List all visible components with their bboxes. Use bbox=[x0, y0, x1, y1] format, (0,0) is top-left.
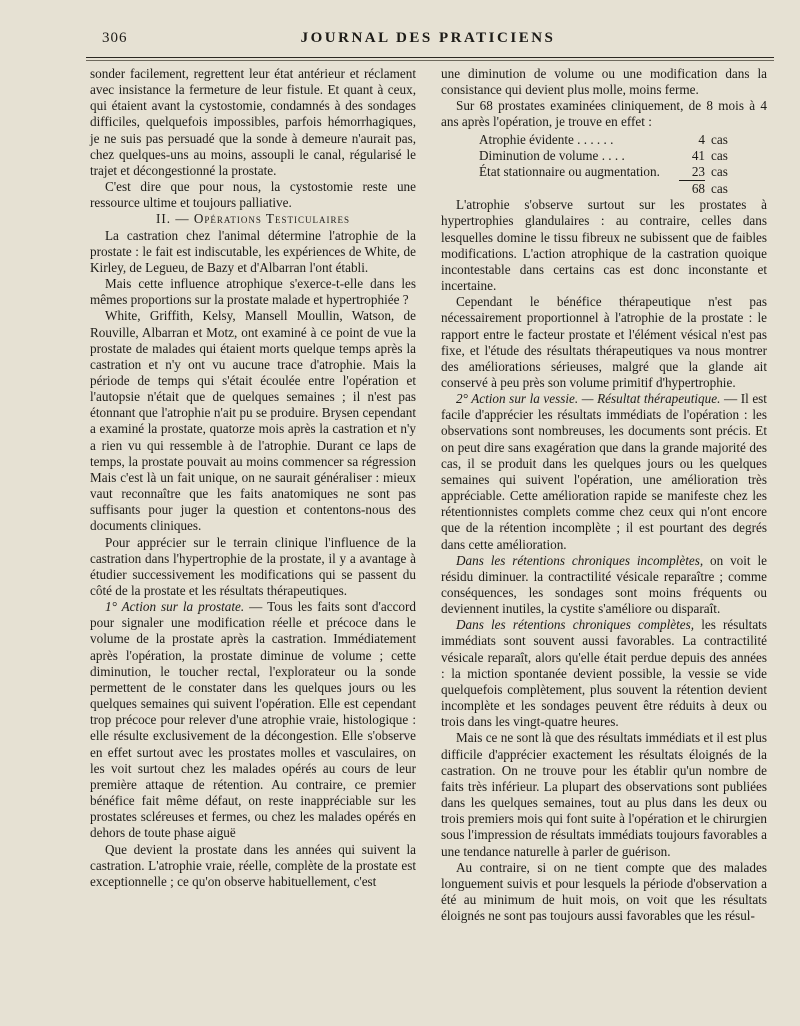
paragraph: Sur 68 prostates examinées cliniquement, de 8 mois à 4 ans après l'opération, je trouve en effet : bbox=[441, 98, 767, 130]
subsection-label: 2° Action sur la vessie. — Résultat thérapeutique. bbox=[456, 391, 721, 407]
paragraph: Que devient la prostate dans les années qui suivent la castration. L'atrophie vraie, réelle, complète de la prostate est exceptionnelle ; ce qu'on observe habituellement, c'est bbox=[90, 841, 416, 889]
left-column bbox=[90, 66, 416, 890]
paragraph: C'est dire que pour nous, la cystostomie reste une ressource ultime et toujours palliative. bbox=[90, 179, 416, 211]
subsection-label: 1° Action sur la prostate. bbox=[105, 599, 245, 615]
table-total-row bbox=[479, 181, 741, 198]
paragraph bbox=[441, 617, 767, 730]
paragraph: Mais ce ne sont là que des résultats immédiats et il est plus difficile d'apprécier exactement les résultats éloignés de la castration. On ne trouve pour les établir qu'un nombre de faits très inférieur. La plupart des observations sont publiées dans les quelques semaines, tout au plus dans les deux ou trois premiers mois qui font suite à l'opération et le chirurgien sous l'impression de résultats immédiats toujours favorables a une tendance naturelle à parler de guérison. bbox=[441, 730, 767, 859]
journal-title: JOURNAL DES PRATICIENS bbox=[300, 30, 556, 46]
paragraph: Mais cette influence atrophique s'exerce-t-elle dans les mêmes proportions sur la prostate malade et hypertrophiée ? bbox=[90, 276, 416, 308]
table-row bbox=[479, 132, 741, 148]
stat-label: Atrophie évidente . . . . . . bbox=[479, 131, 614, 147]
stat-value: 41 bbox=[691, 147, 705, 163]
paragraph: L'atrophie s'observe surtout sur les prostates à hypertrophies glandulaires : au contraire, celles dans lesquelles domine le tissu fibreux ne subissent que de faibles modifications. L'action atrophique de la castration quoique incontestable dans certains cas est donc inconstante et incertaine. bbox=[441, 197, 767, 294]
paragraph: Pour apprécier sur le terrain clinique l'influence de la castration dans l'hypertrophie de la prostate, il y a avantage à étudier successivement les modifications qui se passent du côté de la prostate et les résultats thérapeutiques. bbox=[90, 534, 416, 598]
right-column bbox=[441, 66, 767, 924]
table-row bbox=[479, 148, 741, 164]
stat-unit: cas bbox=[711, 131, 728, 147]
paragraph-text: — Tous les faits sont d'accord pour signaler une modification réelle et précoce dans le volume de la prostate après la castration. Immédiatement après l'opération, la prostate diminue de volume ; cette diminution, le toucher rectal, l'explorateur ou la sonde permettent de le constater dans les quelques jours ou les quelques semaines qui suivent l'opération. Elle est cependant trop précoce pour relever d'une atrophie vraie, histologique : elle résulte exclusivement de la décongestion. Elle s'observe en effet surtout avec les prostates molles et vasculaires, on les voit surtout chez les malades opérés au cours de leur première attaque de rétention. Au contraire, ce premier bénéfice fait même défaut, on reste inappréciable sur les prostates scléreuses et fermes, ou chez les malades opérés en dehors de toute phase aiguë bbox=[90, 599, 416, 841]
stat-value: 4 bbox=[698, 131, 705, 147]
statistics-table bbox=[479, 132, 741, 198]
table-row bbox=[479, 164, 741, 181]
stat-total-value: 68 bbox=[679, 181, 705, 198]
page-header bbox=[86, 30, 770, 52]
stat-unit: cas bbox=[711, 164, 728, 180]
paragraph: sonder facilement, regrettent leur état antérieur et réclament avec insistance la fermeture de leur fistule. Et quant à ceux, qui étaient avant la cystostomie, condamnés à des sondages difficiles, quelquefois impossibles, parfois hémorrhagiques, je ne suis pas persuadé que la sonde à demeure n'aurait pas, chez quelques-uns au moins, assoupli le canal, régularisé le trajet et décongestionné la prostate. bbox=[90, 66, 416, 178]
paragraph: White, Griffith, Kelsy, Mansell Moullin, Watson, de Rouville, Albarran et Motz, ont examiné à ce point de vue la prostate de malades qui étaient morts quelque temps après la castration et n'y ont vu aucune trace d'atrophie. Mais la période de temps qui s'était écoulée entre l'opération et l'autopsie n'était que de quelques semaines ; il n'est pas étonnant que l'atrophie n'ait pu se produire. Brysen cependant a examiné la prostate, quatorze mois après la castration et n'y a rien vu qui ressemble à de l'atrophie. Durant ce laps de temps, la prostate pouvait au moins commencer sa régression Mais c'est là un fait unique, on ne saurait généraliser : mieux vaut reconnaître que les faits anatomiques ne sont pas suffisants pour juger la question et contentons-nous des documents cliniques. bbox=[90, 308, 416, 534]
stat-unit: cas bbox=[711, 147, 728, 163]
paragraph-text: les résultats immédiats sont souvent aussi favorables. La contractilité vésicale reparaît, alors qu'elle était perdue depuis des années : la miction spontanée devient possible, la vessie se vide quelquefois complètement, plus souvent la rétention devient incomplète et les sondages peuvent être réduits à deux ou trois dans les vingt-quatre heures. bbox=[441, 617, 767, 730]
stat-total-unit: cas bbox=[711, 180, 728, 196]
paragraph: une diminution de volume ou une modification dans la consistance qui devient plus molle, moins ferme. bbox=[441, 66, 767, 98]
paragraph: Cependant le bénéfice thérapeutique n'est pas nécessairement proportionnel à l'atrophie de la prostate : le rapport entre le facteur prostate et l'élément vésical n'est pas fixe, et l'étude des résultats thérapeutiques va nous montrer des améliorations sérieuses, malgré que la glande ait conservé à peu près son volume primitif d'hypertrophie. bbox=[441, 294, 767, 390]
stat-label: Diminution de volume . . . . bbox=[479, 147, 625, 163]
paragraph bbox=[441, 391, 767, 553]
stat-value: 23 bbox=[691, 163, 705, 179]
paragraph-text: — Il est facile d'apprécier les résultats immédiats de l'opération : les observations sont nombreuses, les documents sont précis. Et on peut dire sans exagération que dans la grande majorité des cas, il se produit dans les quelques jours ou les quelques semaines qui suivent l'opération, une amélioration très appréciable. Cette amélioration rapide se manifeste chez les rétentionnistes complets comme chez ceux qui n'ont encore que de la rétention incomplète ; il est pourtant des degrés dans cette amélioration. bbox=[441, 391, 767, 552]
page-number: 306 bbox=[102, 30, 128, 46]
paragraph bbox=[90, 599, 416, 841]
inline-label: Dans les rétentions chroniques incomplètes, bbox=[456, 552, 704, 568]
paragraph: La castration chez l'animal détermine l'atrophie de la prostate : le fait est indiscutable, les expériences de White, de Kirley, de Legueu, de Bazy et d'Albarran l'ont établi. bbox=[90, 227, 416, 275]
section-title: II. — Opérations Testiculaires bbox=[155, 211, 350, 227]
paragraph bbox=[441, 553, 767, 618]
paragraph-text: on voit le résidu diminuer. la contractilité vésicale reparaître ; comme conséquences, les sondages sont moins fréquents ou deviennent inutiles, la cystite s'améliore ou disparaît. bbox=[441, 552, 767, 617]
stat-label: État stationnaire ou augmentation. bbox=[479, 164, 660, 180]
header-rule bbox=[86, 57, 774, 61]
paragraph: Au contraire, si on ne tient compte que des malades longuement suivis et pour lesquels la période d'observation a été au minimum de huit mois, on voit que les résultats éloignés ne sont pas toujours aussi favorables que les résul- bbox=[441, 859, 767, 924]
inline-label: Dans les rétentions chroniques complètes, bbox=[456, 617, 695, 633]
